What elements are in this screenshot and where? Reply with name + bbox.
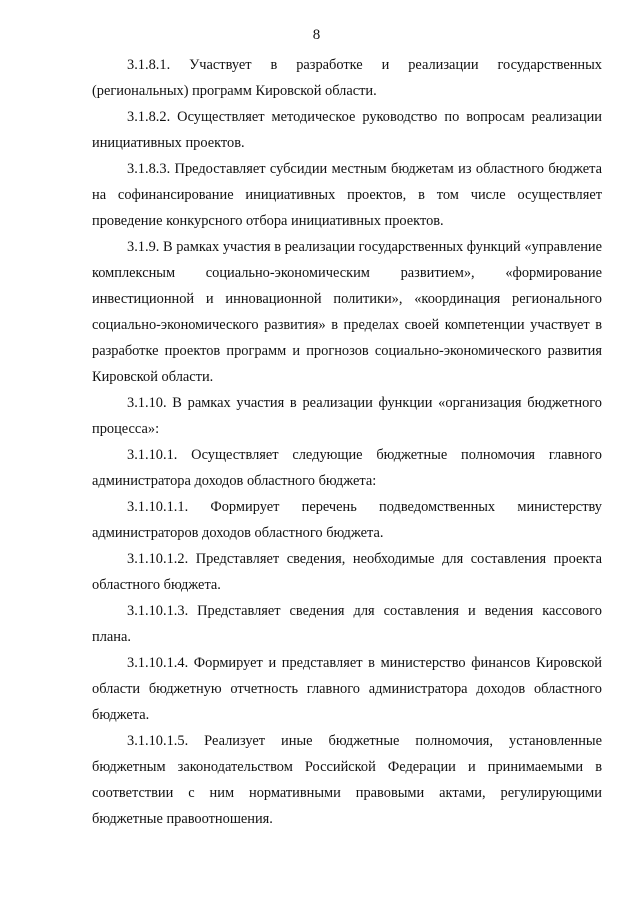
page-number: 8 bbox=[312, 27, 321, 43]
paragraph-3-1-8-1: 3.1.8.1. Участвует в разработке и реализации государственных (региональных) программ Кировской области. bbox=[92, 57, 602, 99]
paragraph-3-1-10-1-1: 3.1.10.1.1. Формирует перечень подведомственных министерству администраторов доходов областного бюджета. bbox=[92, 499, 602, 541]
paragraph-3-1-10-1: 3.1.10.1. Осуществляет следующие бюджетные полномочия главного администратора доходов областного бюджета: bbox=[92, 447, 602, 489]
paragraph-3-1-10-1-3: 3.1.10.1.3. Представляет сведения для составления и ведения кассового плана. bbox=[92, 603, 602, 645]
paragraph-3-1-9: 3.1.9. В рамках участия в реализации государственных функций «управление комплексным социально-экономическим развитием», «формирование инвестиционной и инновационной политики», «координация регионального социально-экономического развития» в пределах своей компетенции участвует в разработке проектов программ и прогнозов социально-экономического развития Кировской области. bbox=[92, 239, 602, 385]
paragraph-3-1-8-3: 3.1.8.3. Предоставляет субсидии местным бюджетам из областного бюджета на софинансирование инициативных проектов, в том числе осуществляет проведение конкурсного отбора инициативных проектов. bbox=[92, 161, 602, 229]
paragraph-3-1-10-1-4: 3.1.10.1.4. Формирует и представляет в министерство финансов Кировской области бюджетную отчетность главного администратора доходов областного бюджета. bbox=[92, 655, 602, 723]
document-body bbox=[92, 52, 602, 832]
paragraph-3-1-10-1-5: 3.1.10.1.5. Реализует иные бюджетные полномочия, установленные бюджетным законодательством Российской Федерации и принимаемыми в соответствии с ним нормативными правовыми актами, регулирующими бюджетные правоотношения. bbox=[92, 733, 602, 827]
paragraph-3-1-10: 3.1.10. В рамках участия в реализации функции «организация бюджетного процесса»: bbox=[92, 395, 602, 437]
paragraph-3-1-10-1-2: 3.1.10.1.2. Представляет сведения, необходимые для составления проекта областного бюджета. bbox=[92, 551, 602, 593]
paragraph-3-1-8-2: 3.1.8.2. Осуществляет методическое руководство по вопросам реализации инициативных проектов. bbox=[92, 109, 602, 151]
